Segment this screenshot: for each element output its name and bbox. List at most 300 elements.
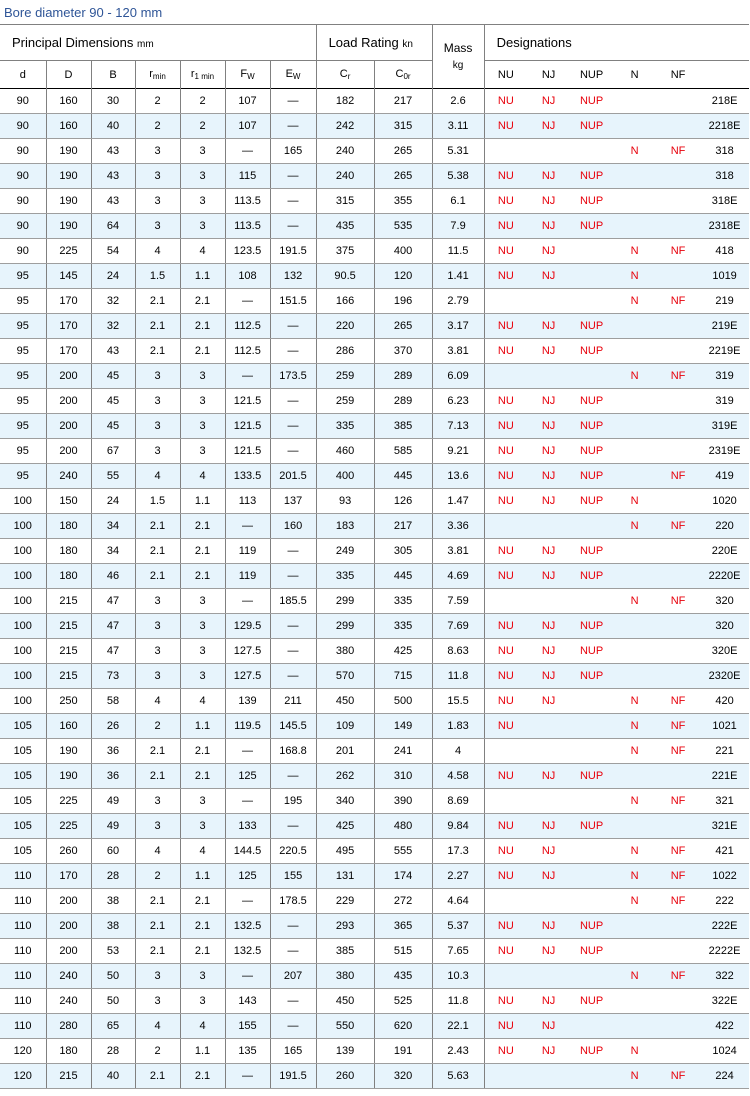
cell-mass: 2.79	[432, 289, 484, 314]
cell-ew: 137	[270, 489, 316, 514]
cell-r1-min: 3	[180, 989, 225, 1014]
cell-c0r: 555	[374, 839, 432, 864]
cell-b: 24	[91, 489, 135, 514]
table-row	[0, 314, 749, 339]
cell-c0r: 120	[374, 264, 432, 289]
cell-c0r: 174	[374, 864, 432, 889]
cell-fw: 132.5	[225, 939, 270, 964]
cell-ew: 145.5	[270, 714, 316, 739]
cell-designation: 422	[700, 1014, 749, 1039]
cell-fw: 144.5	[225, 839, 270, 864]
cell-nup: NUP	[570, 764, 613, 789]
table-row	[0, 439, 749, 464]
cell-nu: NU	[484, 714, 527, 739]
cell-outer-d: 200	[46, 389, 91, 414]
cell-cr: 93	[316, 489, 374, 514]
table-header	[0, 25, 749, 89]
cell-c0r: 265	[374, 164, 432, 189]
cell-r1-min: 2.1	[180, 564, 225, 589]
cell-nj: NJ	[527, 1014, 570, 1039]
cell-nf: NF	[656, 889, 700, 914]
cell-cr: 570	[316, 664, 374, 689]
cell-cr: 139	[316, 1039, 374, 1064]
cell-designation: 320	[700, 589, 749, 614]
cell-nf: NF	[656, 589, 700, 614]
col-ew: $E_W$	[270, 61, 316, 89]
cell-d: 90	[0, 189, 46, 214]
cell-r-min: 1.5	[135, 264, 180, 289]
cell-outer-d: 215	[46, 589, 91, 614]
cell-mass: 7.69	[432, 614, 484, 639]
cell-b: 36	[91, 764, 135, 789]
cell-ew: —	[270, 614, 316, 639]
cell-cr: 380	[316, 639, 374, 664]
cell-nup: NUP	[570, 314, 613, 339]
cell-r1-min: 4	[180, 689, 225, 714]
cell-n	[613, 164, 656, 189]
cell-nf	[656, 914, 700, 939]
cell-nup	[570, 689, 613, 714]
cell-r-min: 3	[135, 989, 180, 1014]
cell-r-min: 3	[135, 964, 180, 989]
table-row	[0, 764, 749, 789]
cell-r-min: 4	[135, 1014, 180, 1039]
cell-outer-d: 190	[46, 164, 91, 189]
col-r1-min: $r_{1 min}$	[180, 61, 225, 89]
cell-fw: 119	[225, 539, 270, 564]
cell-fw: 155	[225, 1014, 270, 1039]
cell-nup: NUP	[570, 164, 613, 189]
cell-r-min: 2.1	[135, 514, 180, 539]
cell-nj: NJ	[527, 489, 570, 514]
cell-r-min: 2.1	[135, 564, 180, 589]
cell-d: 100	[0, 514, 46, 539]
cell-ew: —	[270, 664, 316, 689]
cell-mass: 2.6	[432, 89, 484, 114]
cell-cr: 299	[316, 614, 374, 639]
cell-mass: 11.8	[432, 989, 484, 1014]
cell-n: N	[613, 514, 656, 539]
table-row	[0, 664, 749, 689]
cell-nf	[656, 264, 700, 289]
cell-r-min: 4	[135, 464, 180, 489]
cell-mass: 1.47	[432, 489, 484, 514]
cell-ew: —	[270, 1014, 316, 1039]
cell-cr: 385	[316, 939, 374, 964]
cell-b: 34	[91, 539, 135, 564]
cell-b: 32	[91, 289, 135, 314]
cell-c0r: 320	[374, 1064, 432, 1089]
cell-outer-d: 180	[46, 539, 91, 564]
cell-r1-min: 3	[180, 164, 225, 189]
cell-d: 110	[0, 864, 46, 889]
cell-c0r: 265	[374, 139, 432, 164]
cell-mass: 5.37	[432, 914, 484, 939]
cell-r1-min: 4	[180, 839, 225, 864]
cell-designation: 319	[700, 389, 749, 414]
cell-nu: NU	[484, 114, 527, 139]
cell-cr: 380	[316, 964, 374, 989]
cell-mass: 3.17	[432, 314, 484, 339]
cell-nj: NJ	[527, 314, 570, 339]
cell-nup	[570, 364, 613, 389]
cell-designation: 318E	[700, 189, 749, 214]
cell-b: 45	[91, 389, 135, 414]
cell-nj: NJ	[527, 439, 570, 464]
table-row	[0, 939, 749, 964]
cell-designation: 319E	[700, 414, 749, 439]
cell-c0r: 335	[374, 614, 432, 639]
cell-cr: 201	[316, 739, 374, 764]
cell-nf: NF	[656, 689, 700, 714]
cell-d: 105	[0, 739, 46, 764]
cell-fw: —	[225, 289, 270, 314]
cell-nup	[570, 1014, 613, 1039]
cell-outer-d: 200	[46, 414, 91, 439]
cell-mass: 9.21	[432, 439, 484, 464]
cell-nj: NJ	[527, 639, 570, 664]
cell-nu: NU	[484, 614, 527, 639]
cell-r1-min: 4	[180, 1014, 225, 1039]
page-title: Bore diameter 90 - 120 mm	[4, 5, 163, 20]
cell-nf: NF	[656, 464, 700, 489]
cell-outer-d: 190	[46, 189, 91, 214]
cell-r-min: 2	[135, 864, 180, 889]
cell-r1-min: 2.1	[180, 914, 225, 939]
cell-fw: 133	[225, 814, 270, 839]
cell-mass: 11.5	[432, 239, 484, 264]
cell-mass: 4	[432, 739, 484, 764]
cell-r1-min: 2.1	[180, 939, 225, 964]
col-nup: NUP	[579, 68, 604, 81]
cell-cr: 375	[316, 239, 374, 264]
cell-d: 100	[0, 639, 46, 664]
cell-r1-min: 3	[180, 664, 225, 689]
cell-designation: 224	[700, 1064, 749, 1089]
cell-ew: 201.5	[270, 464, 316, 489]
cell-n: N	[613, 964, 656, 989]
cell-d: 95	[0, 414, 46, 439]
table-row	[0, 639, 749, 664]
cell-r-min: 2.1	[135, 339, 180, 364]
cell-mass: 1.41	[432, 264, 484, 289]
cell-designation: 222E	[700, 914, 749, 939]
table-row	[0, 1014, 749, 1039]
cell-r1-min: 1.1	[180, 489, 225, 514]
cell-c0r: 191	[374, 1039, 432, 1064]
cell-fw: —	[225, 514, 270, 539]
cell-b: 60	[91, 839, 135, 864]
cell-c0r: 370	[374, 339, 432, 364]
cell-fw: 115	[225, 164, 270, 189]
cell-nf	[656, 764, 700, 789]
cell-b: 50	[91, 964, 135, 989]
cell-r1-min: 1.1	[180, 864, 225, 889]
cell-nu: NU	[484, 264, 527, 289]
cell-nup: NUP	[570, 939, 613, 964]
cell-d: 105	[0, 789, 46, 814]
table-row	[0, 514, 749, 539]
table-row	[0, 864, 749, 889]
designations-header: Designations	[484, 25, 749, 61]
cell-ew: 220.5	[270, 839, 316, 864]
cell-c0r: 480	[374, 814, 432, 839]
cell-r-min: 2.1	[135, 764, 180, 789]
table-row	[0, 389, 749, 414]
cell-c0r: 535	[374, 214, 432, 239]
cell-nj: NJ	[527, 939, 570, 964]
cell-b: 43	[91, 139, 135, 164]
table-row	[0, 464, 749, 489]
cell-n	[613, 914, 656, 939]
cell-r1-min: 4	[180, 239, 225, 264]
cell-outer-d: 180	[46, 1039, 91, 1064]
cell-n	[613, 939, 656, 964]
table-row	[0, 739, 749, 764]
cell-outer-d: 215	[46, 639, 91, 664]
cell-n: N	[613, 589, 656, 614]
cell-designation: 222	[700, 889, 749, 914]
cell-fw: 113	[225, 489, 270, 514]
cell-r1-min: 2.1	[180, 314, 225, 339]
cell-ew: 211	[270, 689, 316, 714]
cell-nu: NU	[484, 214, 527, 239]
cell-outer-d: 200	[46, 439, 91, 464]
cell-outer-d: 170	[46, 314, 91, 339]
cell-outer-d: 260	[46, 839, 91, 864]
cell-nup	[570, 839, 613, 864]
cell-nf	[656, 439, 700, 464]
cell-n	[613, 89, 656, 114]
cell-mass: 6.09	[432, 364, 484, 389]
cell-fw: 135	[225, 1039, 270, 1064]
cell-nj: NJ	[527, 664, 570, 689]
cell-fw: 143	[225, 989, 270, 1014]
cell-mass: 8.69	[432, 789, 484, 814]
cell-r-min: 3	[135, 814, 180, 839]
table-row	[0, 189, 749, 214]
cell-ew: —	[270, 164, 316, 189]
cell-n	[613, 614, 656, 639]
cell-nu: NU	[484, 239, 527, 264]
cell-d: 95	[0, 364, 46, 389]
cell-fw: 113.5	[225, 214, 270, 239]
cell-n: N	[613, 889, 656, 914]
col-nf: NF	[670, 68, 686, 81]
cell-ew: 160	[270, 514, 316, 539]
cell-designation: 1024	[700, 1039, 749, 1064]
cell-r1-min: 3	[180, 814, 225, 839]
cell-nup: NUP	[570, 339, 613, 364]
cell-ew: —	[270, 314, 316, 339]
cell-designation: 2318E	[700, 214, 749, 239]
cell-fw: 121.5	[225, 414, 270, 439]
col-designation	[700, 61, 749, 89]
cell-fw: 119	[225, 564, 270, 589]
table-row	[0, 489, 749, 514]
cell-r-min: 2	[135, 714, 180, 739]
cell-nf: NF	[656, 289, 700, 314]
cell-nf	[656, 414, 700, 439]
cell-n	[613, 114, 656, 139]
cell-r1-min: 2.1	[180, 1064, 225, 1089]
cell-nf	[656, 814, 700, 839]
cell-nu: NU	[484, 314, 527, 339]
cell-r1-min: 2.1	[180, 764, 225, 789]
cell-ew: 168.8	[270, 739, 316, 764]
cell-c0r: 525	[374, 989, 432, 1014]
cell-d: 100	[0, 689, 46, 714]
cell-outer-d: 190	[46, 214, 91, 239]
cell-r-min: 3	[135, 589, 180, 614]
cell-nup: NUP	[570, 564, 613, 589]
cell-cr: 495	[316, 839, 374, 864]
cell-fw: 112.5	[225, 314, 270, 339]
cell-r1-min: 3	[180, 414, 225, 439]
cell-outer-d: 215	[46, 664, 91, 689]
cell-c0r: 272	[374, 889, 432, 914]
cell-d: 90	[0, 139, 46, 164]
cell-designation: 2218E	[700, 114, 749, 139]
table-row	[0, 339, 749, 364]
cell-r1-min: 3	[180, 189, 225, 214]
cell-n	[613, 764, 656, 789]
cell-nu: NU	[484, 664, 527, 689]
cell-c0r: 289	[374, 364, 432, 389]
cell-c0r: 715	[374, 664, 432, 689]
cell-c0r: 445	[374, 464, 432, 489]
cell-nup	[570, 289, 613, 314]
cell-nf	[656, 989, 700, 1014]
col-b: B	[91, 61, 135, 89]
table-row	[0, 789, 749, 814]
bearing-table	[0, 24, 749, 1089]
cell-outer-d: 200	[46, 914, 91, 939]
col-nu: NU	[497, 68, 514, 81]
col-r-min: $r_{min}$	[135, 61, 180, 89]
table-row	[0, 89, 749, 114]
table-row	[0, 889, 749, 914]
cell-cr: 335	[316, 414, 374, 439]
cell-nj: NJ	[527, 539, 570, 564]
cell-r1-min: 3	[180, 964, 225, 989]
cell-b: 43	[91, 339, 135, 364]
cell-b: 45	[91, 364, 135, 389]
cell-d: 110	[0, 1014, 46, 1039]
table-row	[0, 1039, 749, 1064]
cell-nup: NUP	[570, 914, 613, 939]
cell-r1-min: 2.1	[180, 889, 225, 914]
cell-nup: NUP	[570, 389, 613, 414]
cell-nj	[527, 714, 570, 739]
cell-nj: NJ	[527, 89, 570, 114]
cell-outer-d: 240	[46, 989, 91, 1014]
col-c0r: $C_{0r}$	[374, 61, 432, 89]
cell-nup: NUP	[570, 464, 613, 489]
table-row	[0, 1064, 749, 1089]
cell-r-min: 2.1	[135, 314, 180, 339]
cell-outer-d: 240	[46, 964, 91, 989]
cell-nu: NU	[484, 864, 527, 889]
cell-c0r: 445	[374, 564, 432, 589]
cell-nf: NF	[656, 739, 700, 764]
table-row	[0, 689, 749, 714]
cell-n: N	[613, 714, 656, 739]
cell-d: 110	[0, 989, 46, 1014]
cell-designation: 221E	[700, 764, 749, 789]
cell-designation: 321E	[700, 814, 749, 839]
cell-b: 54	[91, 239, 135, 264]
table-body	[0, 89, 749, 1089]
table-row	[0, 539, 749, 564]
cell-c0r: 335	[374, 589, 432, 614]
cell-designation: 419	[700, 464, 749, 489]
table-row	[0, 814, 749, 839]
cell-nf	[656, 1039, 700, 1064]
cell-nj	[527, 889, 570, 914]
table-row	[0, 214, 749, 239]
cell-r-min: 2.1	[135, 289, 180, 314]
cell-ew: —	[270, 639, 316, 664]
cell-r-min: 2.1	[135, 914, 180, 939]
cell-c0r: 196	[374, 289, 432, 314]
cell-mass: 3.11	[432, 114, 484, 139]
cell-nf	[656, 664, 700, 689]
cell-c0r: 289	[374, 389, 432, 414]
cell-ew: —	[270, 989, 316, 1014]
cell-nf: NF	[656, 964, 700, 989]
cell-fw: 119.5	[225, 714, 270, 739]
cell-r-min: 2	[135, 89, 180, 114]
cell-ew: —	[270, 414, 316, 439]
cell-nu: NU	[484, 564, 527, 589]
cell-nu: NU	[484, 764, 527, 789]
cell-d: 90	[0, 214, 46, 239]
cell-nj: NJ	[527, 814, 570, 839]
cell-nf: NF	[656, 239, 700, 264]
cell-r1-min: 3	[180, 614, 225, 639]
cell-mass: 6.23	[432, 389, 484, 414]
cell-nj: NJ	[527, 564, 570, 589]
cell-nu	[484, 364, 527, 389]
cell-nf	[656, 89, 700, 114]
cell-r-min: 3	[135, 214, 180, 239]
cell-ew: 207	[270, 964, 316, 989]
cell-fw: 125	[225, 864, 270, 889]
cell-c0r: 365	[374, 914, 432, 939]
cell-b: 26	[91, 714, 135, 739]
cell-b: 64	[91, 214, 135, 239]
cell-r-min: 3	[135, 439, 180, 464]
table-row	[0, 564, 749, 589]
cell-fw: 133.5	[225, 464, 270, 489]
cell-outer-d: 190	[46, 139, 91, 164]
cell-nup	[570, 864, 613, 889]
col-fw: $F_W$	[225, 61, 270, 89]
cell-nup	[570, 964, 613, 989]
cell-fw: —	[225, 889, 270, 914]
cell-cr: 90.5	[316, 264, 374, 289]
cell-c0r: 390	[374, 789, 432, 814]
cell-c0r: 355	[374, 189, 432, 214]
cell-r1-min: 2	[180, 89, 225, 114]
cell-c0r: 217	[374, 514, 432, 539]
cell-designation: 1020	[700, 489, 749, 514]
cell-b: 49	[91, 789, 135, 814]
cell-r1-min: 3	[180, 214, 225, 239]
cell-cr: 315	[316, 189, 374, 214]
table-row	[0, 239, 749, 264]
